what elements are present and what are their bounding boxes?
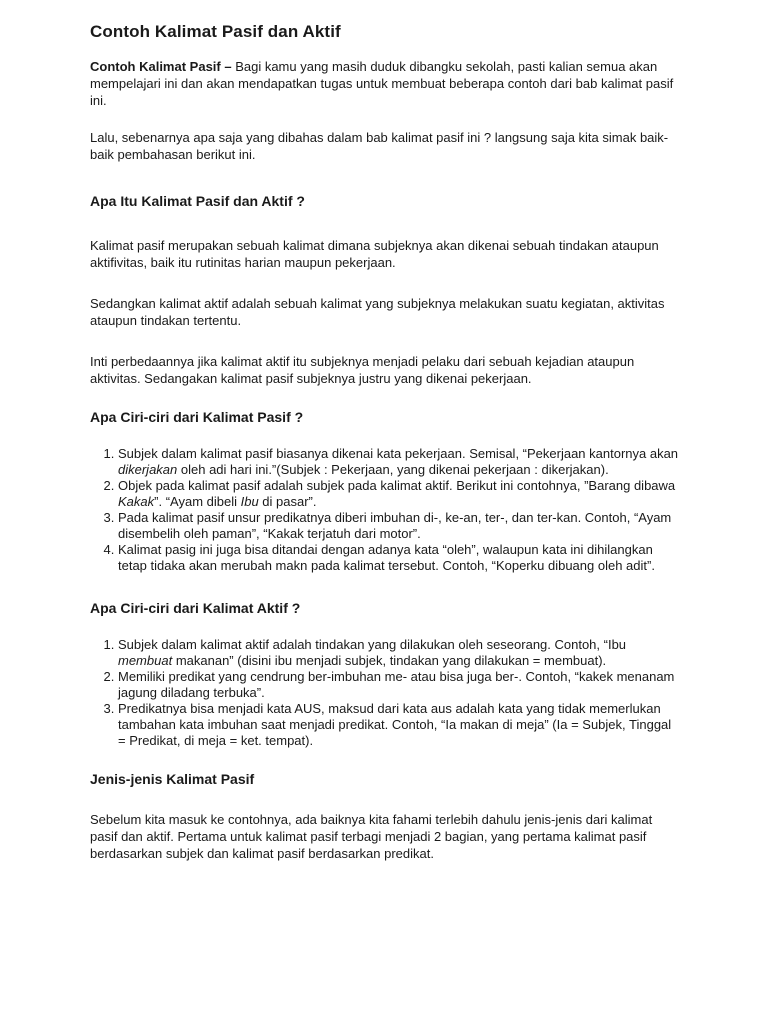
section-heading-passive-traits: Apa Ciri-ciri dari Kalimat Pasif ? xyxy=(90,409,304,425)
list-item: 1. Subjek dalam kalimat pasif biasanya dikenai kata pekerjaan. Semisal, “Pekerjaan kantornya akan dikerjakan oleh adi hari ini.”(Subjek : Pekerjaan, yang dikenai pekerjaan : dikerjakan). xyxy=(118,446,680,478)
definition-active: Sedangkan kalimat aktif adalah sebuah kalimat yang subjeknya melakukan suatu kegiatan, aktivitas ataupun tindakan tertentu. xyxy=(90,296,665,328)
intro-paragraph xyxy=(90,58,680,109)
active-traits-list xyxy=(90,637,680,749)
list-item: 2. Objek pada kalimat pasif adalah subjek pada kalimat aktif. Berikut ini contohnya, ”Barang dibawa Kakak”. “Ayam dibeli Ibu di pasar”. xyxy=(118,478,680,510)
definition-difference: Inti perbedaannya jika kalimat aktif itu subjeknya menjadi pelaku dari sebuah kejadian ataupun aktivitas. Sedangakan kalimat pasif subjeknya justru yang dikenai pekerjaan. xyxy=(90,354,635,386)
section-heading-active-traits: Apa Ciri-ciri dari Kalimat Aktif ? xyxy=(90,600,301,616)
section-heading-passive-types: Jenis-jenis Kalimat Pasif xyxy=(90,771,255,787)
definition-passive: Kalimat pasif merupakan sebuah kalimat dimana subjeknya akan dikenai sebuah tindakan ataupun aktifivitas, baik itu rutinitas harian maupun pekerjaan. xyxy=(90,238,659,270)
intro-paragraph-2: Lalu, sebenarnya apa saja yang dibahas dalam bab kalimat pasif ini ? langsung saja kita simak baik-baik pembahasan berikut ini. xyxy=(90,130,669,162)
page-title: Contoh Kalimat Pasif dan Aktif xyxy=(90,22,341,41)
section-heading-definition: Apa Itu Kalimat Pasif dan Aktif ? xyxy=(90,193,305,209)
intro-lead: Contoh Kalimat Pasif – xyxy=(90,59,232,74)
passive-traits-list xyxy=(90,446,680,574)
document-page xyxy=(90,22,680,882)
intro-text: Bagi kamu yang masih duduk dibangku sekolah, pasti kalian semua akan mempelajari ini dan akan mendapatkan tugas untuk membuat beberapa contoh dari bab kalimat pasif ini. xyxy=(90,59,674,108)
list-item: 3. Predikatnya bisa menjadi kata AUS, maksud dari kata aus adalah kata yang tidak memerlukan tambahan kata imbuhan saat menjadi predikat. Contoh, “Ia makan di meja” (Ia = Subjek, Tinggal = Predikat, di meja = ket. tempat). xyxy=(118,701,680,749)
passive-types-paragraph: Sebelum kita masuk ke contohnya, ada baiknya kita fahami terlebih dahulu jenis-jenis dari kalimat pasif dan aktif. Pertama untuk kalimat pasif terbagi menjadi 2 bagian, yang pertama kalimat pasif berdasarkan subjek dan kalimat pasif berdasarkan predikat. xyxy=(90,812,653,861)
list-item: 1. Subjek dalam kalimat aktif adalah tindakan yang dilakukan oleh seseorang. Contoh, “Ibu membuat makanan” (disini ibu menjadi subjek, tindakan yang dilakukan = membuat). xyxy=(118,637,680,669)
list-item: 2. Memiliki predikat yang cendrung ber-imbuhan me- atau bisa juga ber-. Contoh, “kakek menanam jagung diladang terbuka”. xyxy=(118,669,680,701)
list-item: 4. Kalimat pasig ini juga bisa ditandai dengan adanya kata “oleh”, walaupun kata ini dihilangkan tetap tidaka akan merubah makn pada kalimat tersebut. Contoh, “Koperku dibuang oleh adit”. xyxy=(118,542,680,574)
list-item: 3. Pada kalimat pasif unsur predikatnya diberi imbuhan di-, ke-an, ter-, dan ter-kan. Contoh, “Ayam disembelih oleh paman”, “Kakak terjatuh dari motor”. xyxy=(118,510,680,542)
